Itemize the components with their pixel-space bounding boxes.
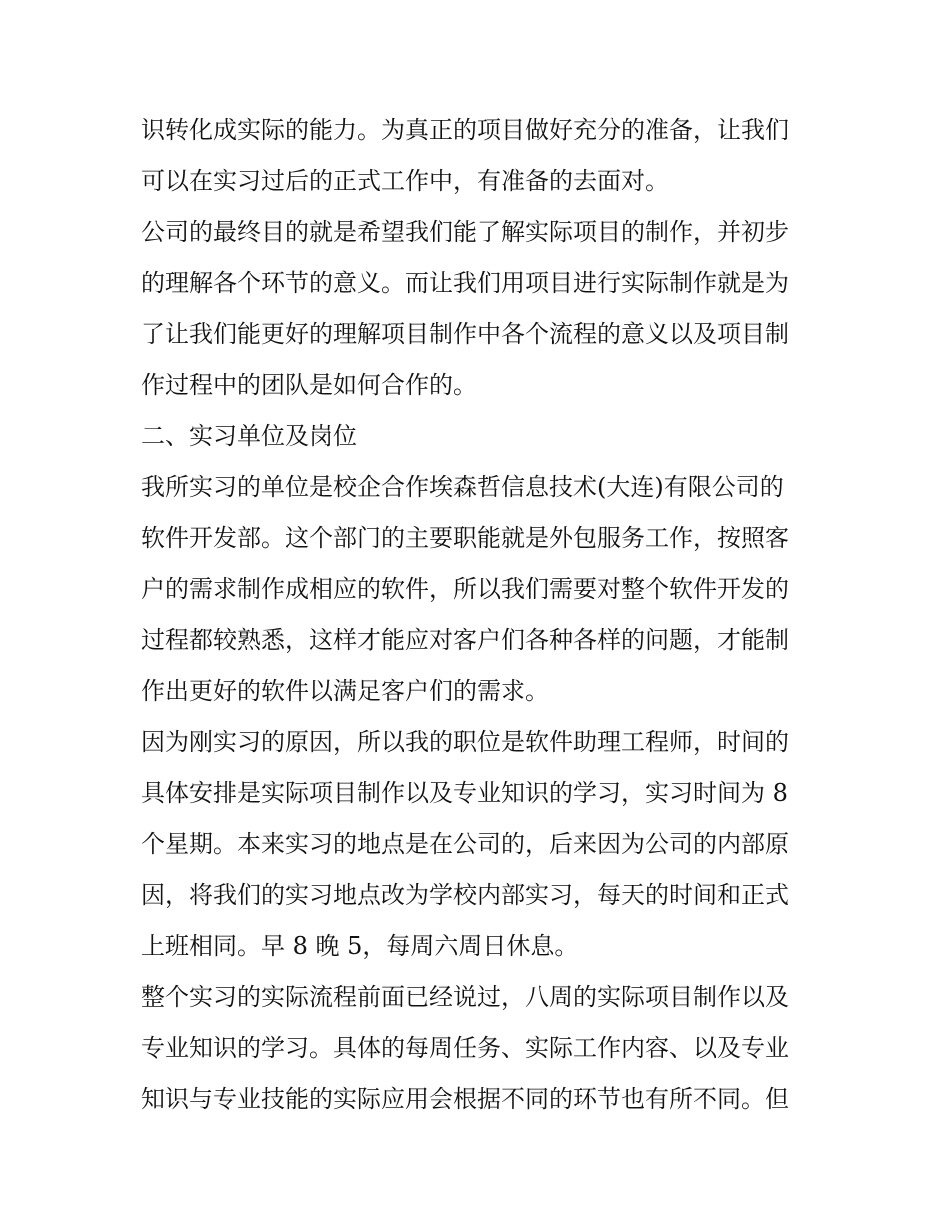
text-line: 因为刚实习的原因，所以我的职位是软件助理工程师，时间的 — [141, 728, 789, 756]
text-line: 公司的最终目的就是希望我们能了解实际项目的制作，并初步 — [141, 218, 789, 246]
text-line: 作过程中的团队是如何合作的。 — [141, 371, 477, 399]
text-line: 软件开发部。这个部门的主要职能就是外包服务工作，按照客 — [141, 524, 789, 552]
text-line: 过程都较熟悉，这样才能应对客户们各种各样的问题，才能制 — [141, 626, 789, 654]
text-line: 识转化成实际的能力。为真正的项目做好充分的准备，让我们 — [141, 116, 789, 144]
body-text — [141, 105, 821, 1125]
text-line: 我所实习的单位是校企合作埃森哲信息技术(大连)有限公司的 — [141, 473, 784, 501]
text-line: 户的需求制作成相应的软件，所以我们需要对整个软件开发的 — [141, 575, 789, 603]
text-line: 因，将我们的实习地点改为学校内部实习，每天的时间和正式 — [141, 881, 789, 909]
text-line: 整个实习的实际流程前面已经说过，八周的实际项目制作以及 — [141, 983, 789, 1011]
text-line: 知识与专业技能的实际应用会根据不同的环节也有所不同。但 — [141, 1085, 789, 1113]
text-line: 具体安排是实际项目制作以及专业知识的学习，实习时间为 8 — [141, 779, 788, 807]
section-heading: 二、实习单位及岗位 — [141, 422, 357, 450]
text-line: 作出更好的软件以满足客户们的需求。 — [141, 677, 549, 705]
text-line: 专业知识的学习。具体的每周任务、实际工作内容、以及专业 — [141, 1034, 789, 1062]
text-line: 个星期。本来实习的地点是在公司的，后来因为公司的内部原 — [141, 830, 789, 858]
text-line: 的理解各个环节的意义。而让我们用项目进行实际制作就是为 — [141, 269, 789, 297]
text-line: 可以在实习过后的正式工作中，有准备的去面对。 — [141, 167, 669, 195]
text-line: 了让我们能更好的理解项目制作中各个流程的意义以及项目制 — [141, 320, 789, 348]
text-line: 上班相同。早 8 晚 5，每周六周日休息。 — [141, 932, 579, 960]
